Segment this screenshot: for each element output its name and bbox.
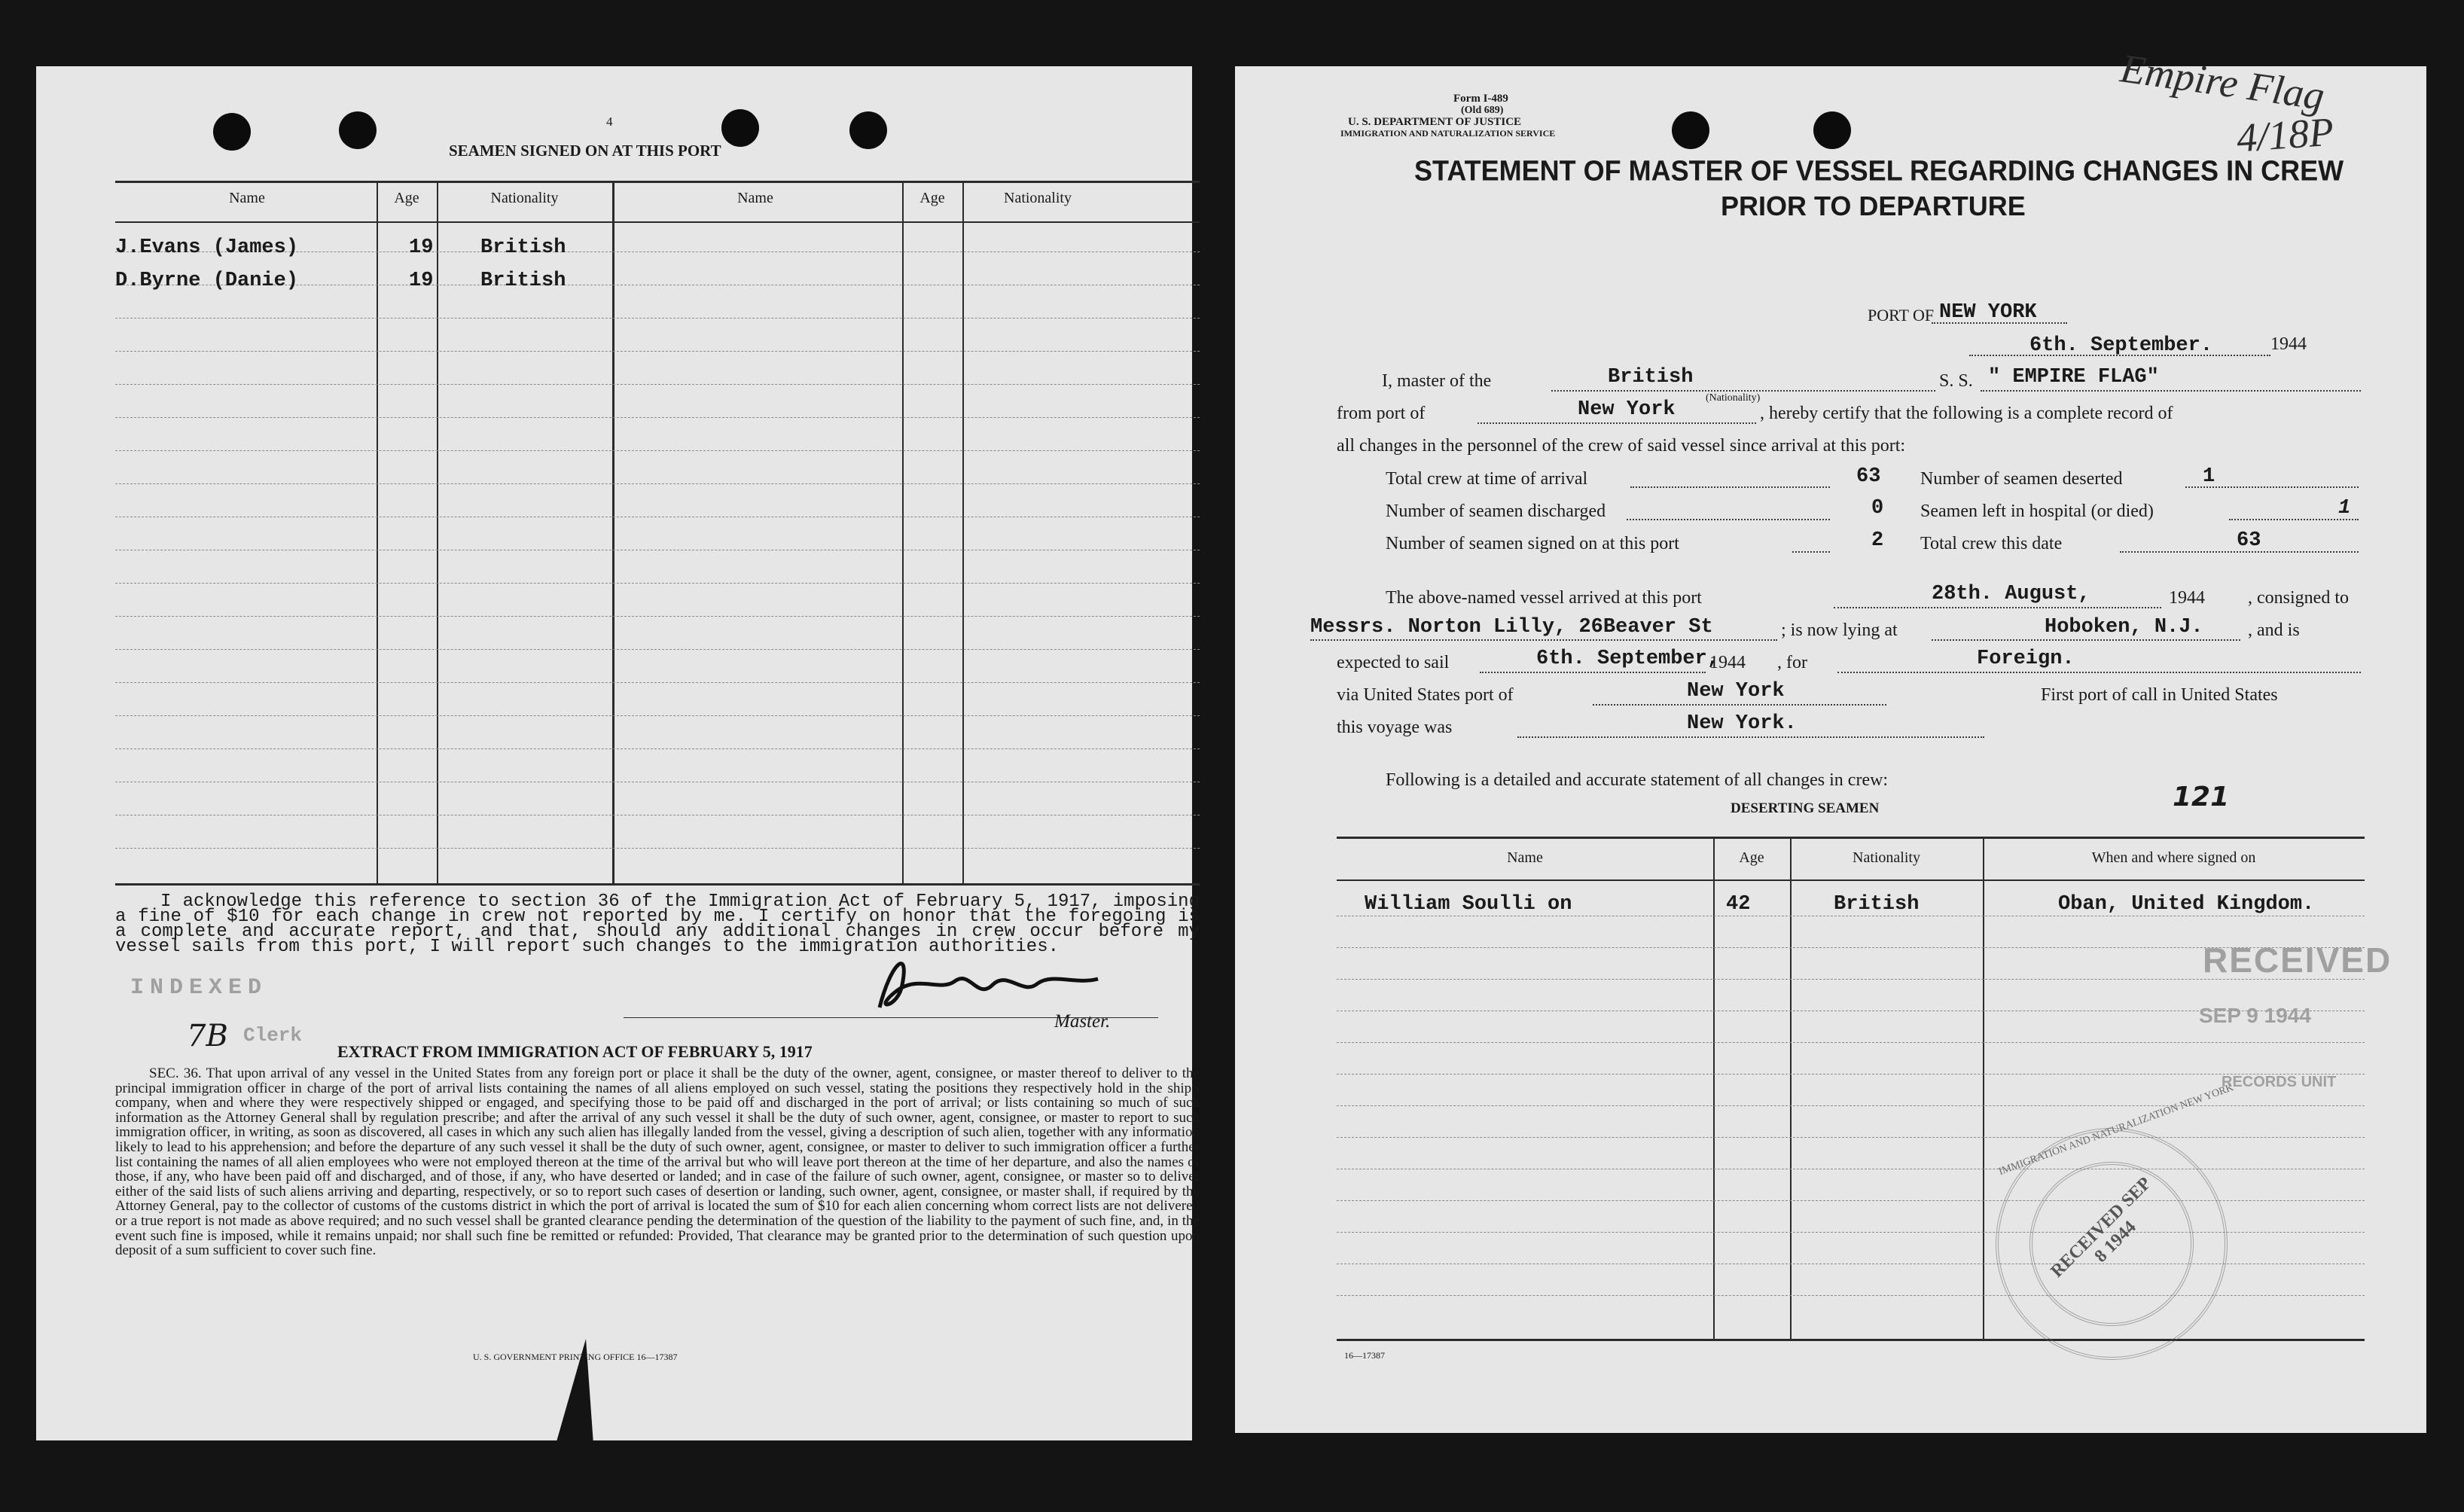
consignee: Messrs. Norton Lilly, 26Beaver St: [1310, 616, 1713, 639]
punch-hole: [213, 113, 251, 151]
arrived-label: The above-named vessel arrived at this port: [1386, 588, 1702, 608]
lying-at: Hoboken, N.J.: [2045, 616, 2203, 639]
circular-stamp-text: RECEIVED SEP 8 1944: [2047, 1173, 2155, 1282]
following-text: Following is a detailed and accurate statement of all changes in crew:: [1386, 770, 1889, 790]
records-unit-stamp: RECORDS UNIT: [2222, 1074, 2337, 1090]
seaman-age: 19: [409, 270, 434, 292]
table-header-rule: [115, 221, 1200, 223]
nationality-value: British: [1608, 366, 1694, 389]
clerk-initials: 7B: [187, 1019, 228, 1053]
table-bottom-rule: [115, 883, 1200, 886]
destination: Foreign.: [1977, 648, 2075, 670]
left-page: [36, 66, 1200, 1440]
arrived-year: 1944: [2169, 588, 2205, 608]
deserter-age: 42: [1726, 893, 1751, 916]
date-year: 1944: [2270, 334, 2307, 354]
handwritten-file-note: 4/18P: [2235, 108, 2335, 161]
discharged-value: 0: [1871, 497, 1884, 520]
column-header: Age: [394, 190, 419, 206]
total-crew-date-value: 63: [2237, 529, 2261, 552]
received-stamp: RECEIVED: [2203, 940, 2392, 980]
master-label: Master.: [1054, 1011, 1111, 1032]
seaman-name: J.Evans (James): [115, 236, 299, 259]
desert-column-header: Name: [1507, 849, 1543, 866]
hospital-label: Seamen left in hospital (or died): [1920, 501, 2154, 521]
deserted-label: Number of seamen deserted: [1920, 469, 2123, 489]
seaman-age: 19: [409, 236, 434, 259]
printing-office: U. S. GOVERNMENT PRINTING OFFICE 16—17387: [473, 1352, 678, 1362]
certify-text: , hereby certify that the following is a complete record of: [1760, 404, 2173, 423]
first-call-label: First port of call in United States: [2041, 685, 2278, 705]
column-header: Nationality: [1004, 190, 1072, 206]
desert-column-header: Age: [1739, 849, 1764, 866]
punch-hole: [1672, 111, 1709, 149]
column-header: Age: [919, 190, 945, 206]
form-number: Form I-489: [1453, 93, 1508, 105]
form-title: STATEMENT OF MASTER OF VESSEL REGARDING CHANGES IN CREW: [1414, 154, 2344, 187]
desert-column-header: Nationality: [1853, 849, 1920, 866]
handwritten-vessel-note: Empire Flag: [2118, 45, 2328, 119]
torn-corner: [556, 1339, 593, 1444]
expected-date: 6th. September,: [1536, 648, 1720, 670]
via-label: via United States port of: [1337, 685, 1514, 705]
from-port-label: from port of: [1337, 404, 1426, 423]
column-header: Name: [229, 190, 265, 206]
from-port-value: New York: [1578, 398, 1676, 421]
arrived-date: 28th. August,: [1932, 583, 2090, 605]
port-label: PORT OF: [1868, 306, 1935, 325]
port-value: NEW YORK: [1939, 301, 2037, 324]
total-crew-arrival-value: 63: [1856, 465, 1881, 488]
section-title: SEAMEN SIGNED ON AT THIS PORT: [449, 142, 721, 160]
right-page: [1235, 45, 2426, 1433]
punch-hole: [721, 109, 759, 147]
seaman-nationality: British: [480, 270, 566, 292]
department: U. S. DEPARTMENT OF JUSTICE: [1348, 116, 1522, 128]
deserter-name: William Soulli on: [1365, 893, 1572, 916]
form-subtitle: PRIOR TO DEPARTURE: [1721, 191, 2026, 221]
voyage-label: this voyage was: [1337, 718, 1453, 737]
acknowledgement-text: I acknowledge this reference to section 36 of the Immigration Act of February 5, 1917, imposing a fine of $10 for each change in crew not reported by me. I certify on honor that the foregoing is a complete and accurate report, and that, should any additional changes in crew occur before my vessel sails from this port, I will report such changes to the immigration authorities.: [115, 892, 1200, 957]
desert-column-header: When and where signed on: [2091, 849, 2256, 866]
form-old-number: (Old 689): [1461, 105, 1504, 116]
deserter-signed-on: Oban, United Kingdom.: [2058, 893, 2315, 916]
master-of-the-label: I, master of the: [1382, 371, 1492, 391]
hospital-value: 1: [2338, 497, 2351, 520]
expected-year: 1944: [1709, 653, 1746, 672]
certify-text-2: all changes in the personnel of the crew of said vessel since arrival at this port:: [1337, 436, 1906, 456]
total-crew-date-label: Total crew this date: [1920, 534, 2063, 553]
deserting-title: DESERTING SEAMEN: [1731, 800, 1880, 816]
table-top-rule: [115, 181, 1200, 183]
deserted-value: 1: [2203, 465, 2215, 488]
column-header: Name: [737, 190, 773, 206]
punch-hole: [1813, 111, 1851, 149]
total-crew-arrival-label: Total crew at time of arrival: [1386, 469, 1588, 489]
discharged-label: Number of seamen discharged: [1386, 501, 1606, 521]
column-header: Nationality: [490, 190, 559, 206]
service: IMMIGRATION AND NATURALIZATION SERVICE: [1340, 128, 1556, 139]
consigned-label: , consigned to: [2248, 588, 2349, 608]
section-36-text: SEC. 36. That upon arrival of any vessel in the United States from any foreign port or place it shall be the duty of the owner, agent, consignee, or master thereof to deliver to the principal immigration officer in charge of the port of arrival lists containing the names of all aliens employed on such vessel, stating the positions they respectively hold in the ship's company, when and where they were respectively shipped or engaged, and specifying those to be paid off and discharged in the port of arrival; or lists containing so much of such information as the Attorney General shall by regulation prescribe; and after the arrival of any such vessel it shall be the duty of such owner, agent, consignee, or master to report to such immigration officer, in writing, as soon as discovered, all cases in which any such alien has illegally landed from the vessel, giving a description of such alien, together with any information likely to lead to his apprehension; and before the departure of any such vessel it shall be the duty of such owner, agent, consignee, or master to deliver to such immigration officer a further list containing the names of all alien employees who were not employed thereon at the time of the arrival but who will leave port thereon at the time of her departure, and also the names of those, if any, who have been paid off and discharged, and of those, if any, who have deserted or landed; and in case of the failure of such owner, agent, consignee, or master so to deliver either of the said lists of such aliens arriving and departing, respectively, or so to report such cases of desertion or landing, such owner, agent, consignee, or master shall, if required by the Attorney General, pay to the collector of customs of the customs district in which the port of arrival is located the sum of $10 for each alien concerning whom correct lists are not delivered or a true report is not made as above required; and no such vessel shall be granted clearance pending the determination of the question of the liability to the payment of such fine, and, in the event such fine is imposed, while it remains unpaid; nor shall such fine be remitted or refunded: Provided, That clearance may be granted prior to the determination of such question upon deposit of a sum sufficient to cover such fine.: [115, 1065, 1200, 1259]
signed-on-label: Number of seamen signed on at this port: [1386, 534, 1679, 553]
handwritten-number: 121: [2173, 782, 2230, 812]
signed-on-value: 2: [1871, 529, 1884, 552]
indexed-stamp: INDEXED: [130, 975, 268, 1001]
voyage-port: New York.: [1687, 712, 1797, 735]
extract-title: EXTRACT FROM IMMIGRATION ACT OF FEBRUARY 5, 1917: [337, 1042, 813, 1061]
punch-hole: [849, 111, 887, 149]
expected-label: expected to sail: [1337, 653, 1450, 672]
date-value: 6th. September.: [2029, 334, 2213, 357]
punch-hole: [339, 111, 377, 149]
master-signature: [849, 940, 1121, 1023]
form-footer: 16—17387: [1344, 1350, 1385, 1361]
and-is-label: , and is: [2248, 620, 2300, 640]
seaman-name: D.Byrne (Danie): [115, 270, 299, 292]
received-stamp-date: SEP 9 1944: [2199, 1004, 2311, 1027]
clerk-label: Clerk: [243, 1024, 303, 1047]
deserter-nationality: British: [1834, 893, 1920, 916]
for-label: , for: [1777, 653, 1807, 672]
vessel-name: " EMPIRE FLAG": [1988, 366, 2159, 389]
circular-stamp-ring-text: IMMIGRATION AND NATURALIZATION NEW YORK: [1997, 1081, 2235, 1178]
nationality-caption: (Nationality): [1706, 392, 1761, 404]
via-port: New York: [1687, 680, 1785, 703]
seaman-nationality: British: [480, 236, 566, 259]
page-number: 4: [606, 114, 613, 129]
lying-label: ; is now lying at: [1781, 620, 1898, 640]
ss-label: S. S.: [1939, 371, 1973, 391]
